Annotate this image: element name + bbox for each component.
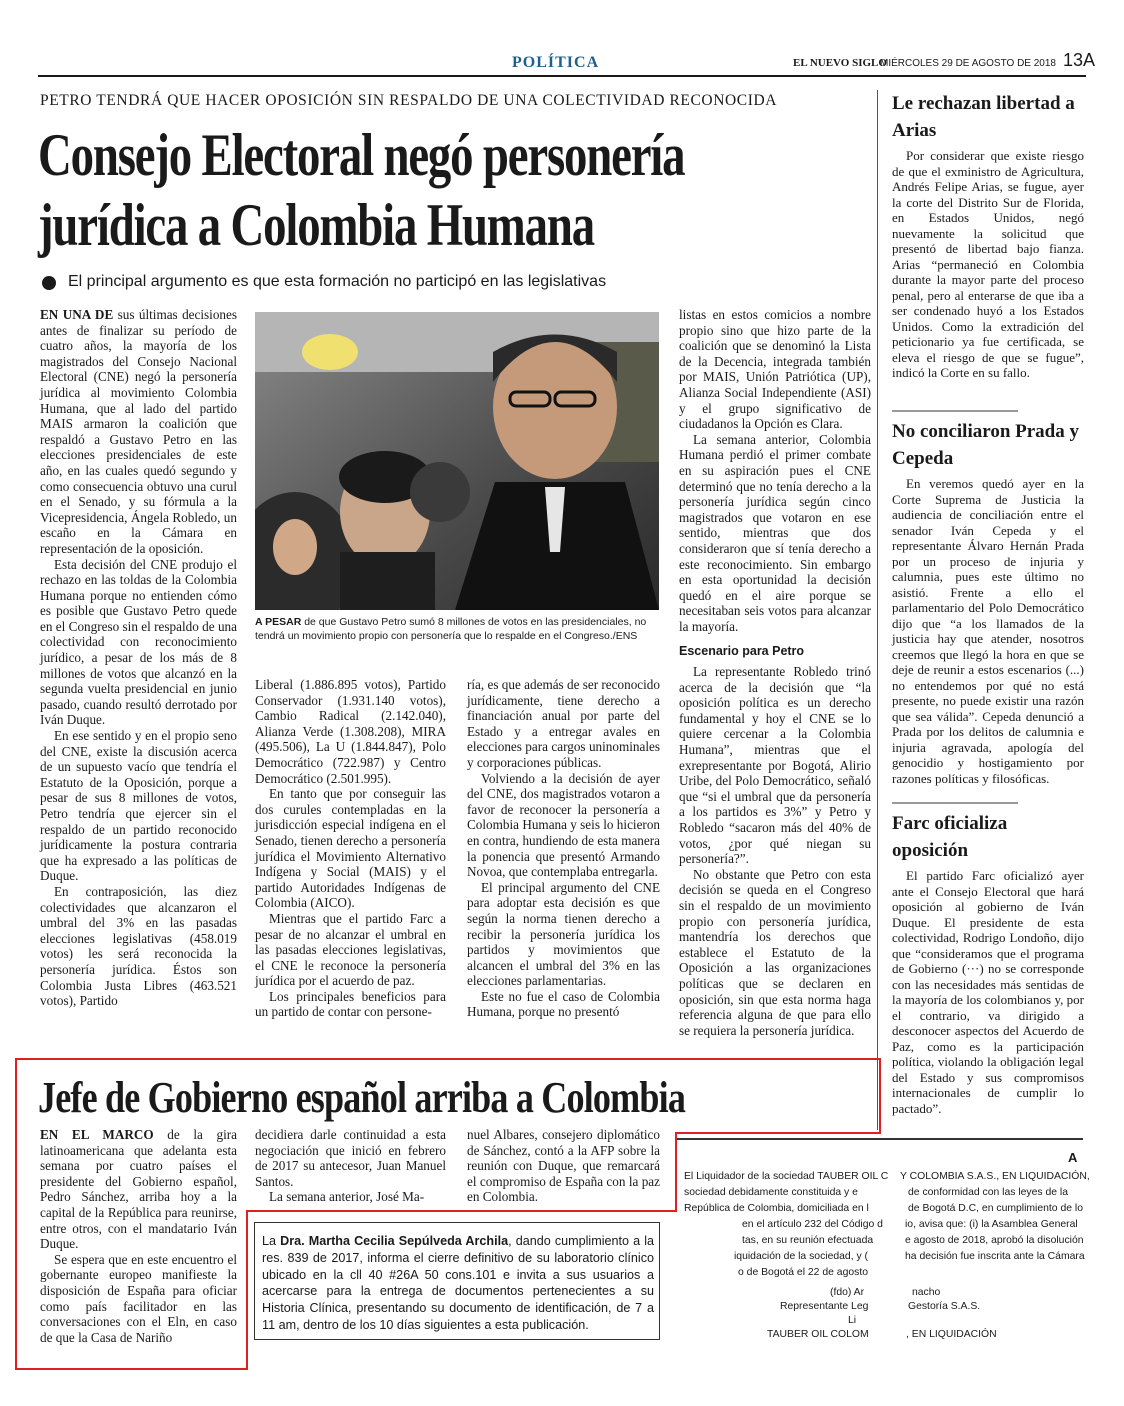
highlight-frame-step (246, 1210, 248, 1370)
section-subtitle: Escenario para Petro (679, 644, 805, 659)
caption-lead: A PESAR (255, 616, 302, 628)
paragraph: Liberal (1.886.895 votos), Partido Conservador (1.931.140 votos), Cambio Radical (2.142.040), Alianza Verde (1.308.208), MIRA (495.506), La U (1.844.847), Polo Democrático (722.987) y Centro Democrático (2.501.995). (255, 677, 446, 786)
legal-line: nacho (912, 1287, 941, 1298)
sidebar-body-arias (892, 148, 1084, 381)
legal-line: El Liquidador de la sociedad TAUBER OIL C (684, 1171, 889, 1182)
paragraph: La semana anterior, José Ma- (269, 1189, 425, 1205)
legal-line: TAUBER OIL COLOM (767, 1329, 869, 1340)
newspaper-name: EL NUEVO SIGLO (793, 57, 887, 69)
paragraph: Mientras que el partido Farc a pesar de no alcanzar el umbral en las pasadas elecciones legislativas, el CNE le reconoce la personería jurídica por el acuerdo de paz. (255, 910, 446, 989)
legal-line: iquidación de la sociedad, y ( (734, 1251, 869, 1262)
main-story-column-2 (255, 677, 446, 1020)
legal-line: en el artículo 232 del Código d (742, 1219, 883, 1230)
photo-caption (255, 615, 659, 643)
notice-text: , dando cumplimiento a la res. 839 de 2017, informa el cierre definitivo de su laboratorio clínico ubicado en la cll 40 #26A 50 cons.101 e invita a sus usuarios a acercarse para la entrega de documentos pertenecientes a su Historia Clínica, presentando su documento de identificación, de 7 a 11 am, dentro de los 10 días siguientes a esta publicación. (262, 1234, 655, 1332)
paragraph: ría, es que además de ser reconocido jurídicamente, tiene derecho a financiación anual por parte del Estado y a entregar avales en elecciones para cargos uninominales y corporaciones públicas. (467, 677, 660, 770)
section-label: POLÍTICA (512, 54, 600, 71)
legal-line: Li (848, 1315, 857, 1326)
legal-line: República de Colombia, domiciliada en l (684, 1203, 869, 1214)
paragraph: En tanto que por conseguir las dos curules contempladas en la jurisdicción especial indígena en el Senado, tienen derecho a personería jurídica el Movimiento Alternativo Indígena y Social (MAIS) y el partido Autoridades Indígenas de Colombia (AICO). (255, 786, 446, 911)
legal-line: sociedad debidamente constituida y e (684, 1187, 858, 1198)
header-rule (38, 75, 1086, 77)
paragraph: Volviendo a la decisión de ayer del CNE, dos magistrados votaron a favor de reconocer la personería a Colombia Humana y seis lo hicieron en contra, hundiendo de esta manera la ponencia que presentó Armando Novoa, que contemplaba entregarla. (467, 770, 661, 880)
paragraph: La representante Robledo trinó acerca de la decisión que “la oposición política es un derecho fundamental y hoy el CNE se lo quiere cercenar a la Colombia Humana”, mientras que el exrepresentante por Bogotá, Alirio Uribe, del Polo Democrático, señaló que “si el umbral que da personería a los partidos es 3%” y Petro y Robledo “sacaron más del 40% de votos, ¿por qué niegan su personería?”. (679, 664, 871, 867)
legal-line: Gestoría S.A.S. (908, 1301, 981, 1312)
sidebar-title-arias: Le rechazan libertad a Arias (892, 93, 1075, 141)
legal-line: , EN LIQUIDACIÓN (906, 1329, 997, 1340)
highlight-frame-bottom (15, 1368, 248, 1370)
sidebar-rule (892, 410, 1018, 412)
sidebar-body-prada-cepeda (892, 476, 1084, 786)
paragraph: El partido Farc oficializó ayer ante el Consejo Electoral que hará oposición al gobierno de Iván Duque. El presidente de esta colectividad, Rodrigo Londoño, dijo que “consideramos que el programa de Gobierno (···) no se corresponde con las necesidades más sentidas de la mayoría de los colombianos y, por el contrario, va dirigido a desconocer aspectos del Acuerdo de Paz, como es la participación política, violando la obligación legal del Estado y sus compromisos internacionales de cumplir lo pactado”. (892, 868, 1084, 1116)
paragraph: Esta decisión del CNE produjo el rechazo en las toldas de la Colombia Humana porque no entienden cómo es posible que Gustavo Petro quede en el Congreso sin el respaldo de una colectividad con reconocimiento jurídico, a pesar de los más de 8 millones de votos que alcanzó en la segunda vuelta presidencial en junio pasado, cuando resultó derrotado por Iván Duque. (40, 556, 237, 728)
bottom-story-column-1 (40, 1127, 237, 1345)
sidebar-title-farc: Farc oficializa oposición (892, 813, 1008, 861)
main-story-column-1 (40, 307, 237, 1009)
main-headline-line-1: Consejo Electoral negó personería (38, 122, 685, 188)
legal-line: de conformidad con las leyes de la (908, 1187, 1068, 1198)
bottom-story-column-3 (467, 1127, 660, 1205)
main-story-column-3 (467, 677, 660, 1020)
paragraph (40, 307, 237, 557)
paragraph-text: sus últimas decisiones antes de finalizar su período de cuatro años, la mayoría de los magistrados del Consejo Nacional Electoral (CNE) negó la personería jurídica al movimiento Colombia Humana, que al lado del partido MAIS armaron la coalición que respaldó a Gustavo Petro en las elecciones presidenciales de este año, en las cuales quedó segundo y como consecuencia obtuvo una curul en el Senado, y su fórmula a la Vicepresidencia, Ángela Robledo, un escaño en la Cámara en representación de la oposición. (40, 307, 238, 556)
story-subhead: El principal argumento es que esta formación no participó en las legislativas (68, 273, 607, 290)
highlight-frame-left (15, 1058, 17, 1370)
legal-line: o de Bogotá el 22 de agosto (738, 1267, 868, 1278)
paragraph: nuel Albares, consejero diplomático de Sánchez, contó a la AFP sobre la reunión con Duque, que remarcará el compromiso de España con la paz en Colombia. (467, 1127, 660, 1205)
caption-text: de que Gustavo Petro sumó 8 millones de votos en las presidenciales, no tendrá un movimiento propio con personería que lo respalde en el Congreso./ENS (255, 616, 647, 642)
bullet-icon (42, 276, 56, 290)
main-story-column-4 (679, 307, 871, 1038)
legal-line: Representante Leg (780, 1301, 869, 1312)
legal-line: io, avisa que: (i) la Asamblea General (905, 1219, 1078, 1230)
sidebar-body-farc (892, 868, 1084, 1116)
legal-line: de Bogotá D.C, en cumplimiento de lo (908, 1203, 1084, 1214)
notice-name: Dra. Martha Cecilia Sepúlveda Archila (280, 1234, 509, 1248)
lead-words: EN EL MARCO (40, 1127, 154, 1142)
highlight-frame-step (677, 1132, 881, 1134)
page-number: 13A (1063, 50, 1096, 70)
paragraph: El principal argumento del CNE para adoptar esta decisión es que según la norma tienen derecho a recibir la personería jurídica los partidos y movimientos que alcancen el umbral del 3% en las elecciones parlamentarias. (467, 879, 660, 989)
photo-illustration (255, 312, 659, 610)
main-headline-line-2: jurídica a Colombia Humana (38, 192, 594, 258)
paragraph: decidiera darle continuidad a esta negociación que inició en febrero de 2017 su antecesor, Juan Manuel Santos. (255, 1127, 446, 1189)
publication-date: MIÉRCOLES 29 DE AGOSTO DE 2018 (880, 58, 1056, 69)
paragraph: Los principales beneficios para un partido de contar con persone- (255, 988, 446, 1020)
paragraph: La semana anterior, Colombia Humana perdió el primer combate en su aspiración pues el CNE determinó que no tenía derecho a la personería jurídica según cinco magistrados que votaron en ese sentido, mientras que dos consideraron que sí tenía derecho a este reconocimiento. Sin embargo en esta oportunidad la decisión quedó en el aire porque se necesitaban seis votos para alcanzar la mayoría. (679, 431, 871, 634)
sidebar-title-prada-cepeda: No conciliaron Prada y Cepeda (892, 421, 1080, 469)
highlight-frame-right (879, 1058, 881, 1134)
paragraph: Se espera que en este encuentro el gobernante europeo manifieste la disposición de España para oficiar como país facilitador en las conversaciones con el Eln, en caso de que la Casa de Nariño (40, 1251, 237, 1345)
bottom-headline: Jefe de Gobierno español arriba a Colombia (38, 1073, 686, 1122)
legal-line: e agosto de 2018, aprobó la disolución (905, 1235, 1084, 1246)
legal-line: (fdo) Ar (830, 1287, 865, 1298)
main-headline (38, 120, 873, 260)
paragraph: Por considerar que existe riesgo de que el exministro de Agricultura, Andrés Felipe Arias, se fugue, ayer la corte del Distrito Sur de Florida, en Estados Unidos, negó nuevamente la solicitud que presentó de libertad bajo fianza. Arias “permaneció en Colombia durante la mayor parte del proceso penal, pero al enterarse de que iba a ser condenado huyó a los Estados Unidos. Como la extradición del peticionario ya fue certificada, se eleva el riesgo de que se fugue”, indicó la Corte en su fallo. (892, 148, 1084, 380)
paragraph: En contraposición, las diez colectividades que alcanzaron el umbral del 3% en las pasadas elecciones legislativas (458.019 votos) les será reconocida la personería jurídica. Éstos son Colombia Justa Libres (463.521 votos), Partido (40, 883, 237, 1009)
story-kicker: PETRO TENDRÁ QUE HACER OPOSICIÓN SIN RESPALDO DE UNA COLECTIVIDAD RECONOCIDA (40, 92, 778, 109)
paragraph (40, 1127, 237, 1252)
paragraph-text: de la gira latinoamericana que adelanta esta semana por cuatro países el presidente del Gobierno español, Pedro Sánchez, arriba hoy a la capital de la República para reunirse, entre otros, con el mandatario Iván Duque. (40, 1127, 237, 1252)
paragraph: listas en estos comicios a nombre propio sino que hizo parte de la coalición que se denominó la Lista de la Decencia, integrada también por MAIS, Unión Patriótica (UP), Alianza Social Independiente (ASI) y el grupo significativo de ciudadanos la Opción es Clara. (679, 307, 871, 432)
legal-line: ha decisión fue inscrita ante la Cámara (905, 1251, 1085, 1262)
paragraph: En veremos quedó ayer en la Corte Suprema de Justicia la audiencia de conciliación entre el senador Iván Cepeda y el representante Álvaro Hernán Prada por un proceso de injuria y calumnia, pues este último no asistió. Frente a ello el parlamentario del Polo Democrático dijo que “a los llamados de la justicia hay que atender, nosotros creemos que llegó la hora en que se deje de reunir a estos escenarios (...) no entendemos por qué no está presente, no puede existir una razón que sea válida”. Cepeda denunció a Prada por los delitos de calumnia e injuria agravada, apología del genocidio y hostigamiento por razones políticas y filosóficas. (892, 476, 1084, 786)
paragraph: No obstante que Petro con esta decisión se queda en el Congreso sin el respaldo de un movimiento propio con personería jurídica, mantendría los derechos que establece el Estatuto de la Oposición a las organizaciones políticas que se declaren en oposición, sin que esta norma haga referencia alguna de que para ello se requiera la personería jurídica. (679, 866, 871, 1038)
news-photo (255, 312, 659, 610)
highlight-frame-step (248, 1210, 677, 1212)
paragraph: Este no fue el caso de Colombia Humana, porque no presentó (467, 988, 660, 1020)
legal-line: Y COLOMBIA S.A.S., EN LIQUIDACIÓN, (900, 1171, 1090, 1182)
highlight-frame-top (15, 1058, 881, 1060)
legal-notice-title: A (1068, 1150, 1078, 1165)
sidebar-divider (877, 90, 878, 1130)
notice-text: La (262, 1234, 281, 1248)
paragraph: En ese sentido y en el propio seno del CNE, existe la discusión acerca de un supuesto vacío que tendría el Estatuto de la Oposición, porque a pesar de sus 8 millones de votos, Petro tendría que ejercer sin el respaldo de un partido reconocido jurídicamente la postura contraria que ha expresado a las políticas de Duque. (40, 728, 237, 884)
bottom-story-column-2 (255, 1127, 446, 1205)
lead-words: EN UNA DE (40, 307, 114, 322)
sidebar-rule (892, 802, 1018, 804)
legal-line: tas, en su reunión efectuada (742, 1235, 874, 1246)
classified-notice-text (262, 1233, 654, 1334)
